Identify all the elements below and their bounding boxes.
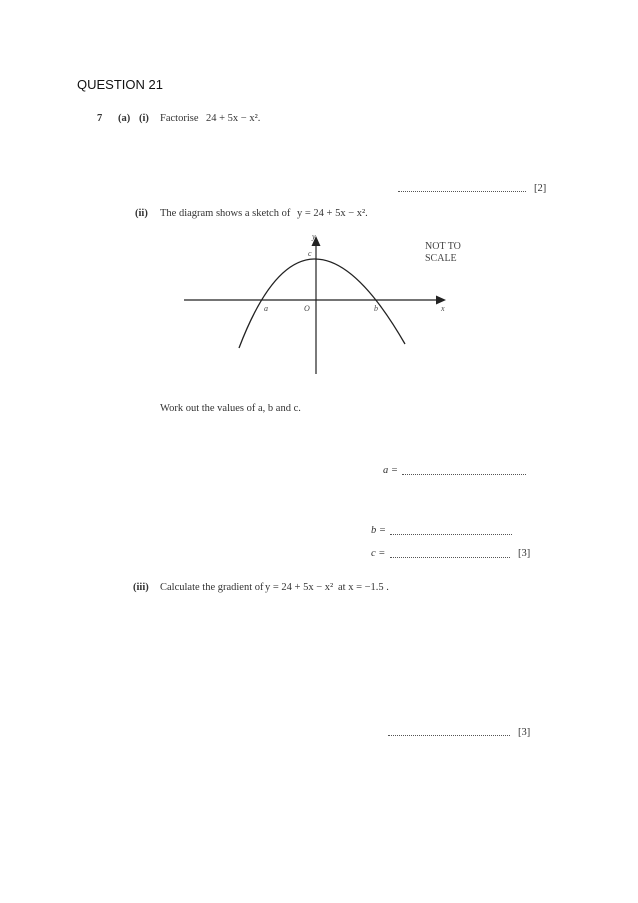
answer-a-line[interactable] [402, 466, 526, 475]
c-label: c [308, 249, 312, 258]
y-axis-label: y [312, 232, 316, 241]
answer-a-label: a = [383, 465, 398, 476]
answer-line-i[interactable] [398, 183, 526, 192]
mark-ii: [3] [518, 548, 531, 559]
page-title: QUESTION 21 [77, 77, 163, 92]
answer-c-label: c = [371, 548, 386, 559]
sub-i-label: (i) [139, 113, 149, 124]
sub-ii-instruction: Work out the values of a, b and c. [160, 403, 301, 414]
answer-b-line[interactable] [390, 526, 512, 535]
sub-ii-label: (ii) [135, 208, 148, 219]
mark-i: [2] [534, 183, 547, 194]
origin-label: O [304, 304, 310, 313]
not-to-scale-line2: SCALE [425, 253, 457, 264]
sub-ii-text: The diagram shows a sketch of [160, 208, 291, 219]
sub-i-expression: 24 + 5x − x². [206, 113, 261, 124]
sub-ii-expression: y = 24 + 5x − x². [297, 208, 368, 219]
mark-iii: [3] [518, 727, 531, 738]
not-to-scale-line1: NOT TO [425, 241, 461, 252]
x-axis-label: x [441, 304, 445, 313]
sub-iii-expression: y = 24 + 5x − x² [265, 582, 334, 593]
a-label: a [264, 304, 268, 313]
part-a-label: (a) [118, 113, 131, 124]
answer-c-line[interactable] [390, 549, 510, 558]
answer-line-iii[interactable] [388, 727, 510, 736]
question-number: 7 [97, 113, 103, 124]
sub-iii-at-text: at x = −1.5 . [338, 582, 389, 593]
b-label: b [374, 304, 378, 313]
sub-iii-text: Calculate the gradient of [160, 582, 264, 593]
sub-iii-label: (iii) [133, 582, 149, 593]
sub-i-text: Factorise [160, 113, 199, 124]
answer-b-label: b = [371, 525, 386, 536]
parabola-diagram [180, 228, 480, 378]
